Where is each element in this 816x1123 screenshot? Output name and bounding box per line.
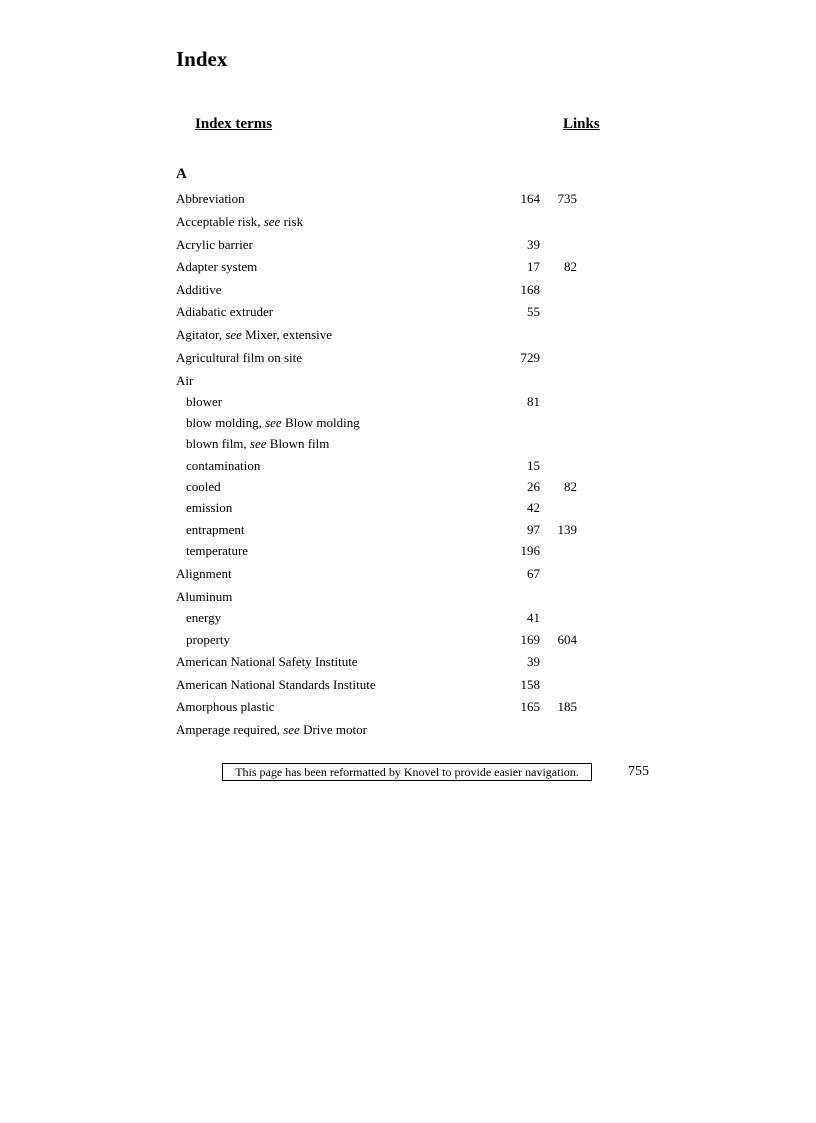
index-term-text: temperature bbox=[186, 543, 249, 558]
see-reference-label: see bbox=[265, 415, 282, 430]
index-term bbox=[176, 190, 245, 208]
page-link[interactable]: 15 bbox=[527, 458, 540, 473]
see-reference-target[interactable]: Blow molding bbox=[284, 415, 360, 430]
index-term-text: Acceptable risk, bbox=[176, 214, 261, 229]
see-reference-label: see bbox=[225, 327, 242, 342]
page-link[interactable]: 26 bbox=[527, 479, 540, 494]
index-term bbox=[186, 521, 244, 539]
page-link[interactable]: 17 bbox=[527, 259, 540, 274]
index-subentry bbox=[0, 631, 816, 649]
index-term bbox=[176, 653, 358, 671]
index-entry bbox=[0, 372, 816, 390]
index-subentry bbox=[0, 499, 816, 517]
page-number: 755 bbox=[628, 764, 649, 779]
index-entry bbox=[0, 190, 816, 208]
index-term bbox=[186, 542, 248, 560]
index-term bbox=[176, 281, 222, 299]
page-link[interactable]: 55 bbox=[527, 304, 540, 319]
index-term-text: American National Safety Institute bbox=[176, 654, 358, 669]
see-reference-target[interactable]: Mixer, extensive bbox=[245, 327, 333, 342]
index-terms-header: Index terms bbox=[195, 116, 273, 132]
index-term bbox=[186, 631, 230, 649]
index-term-text: Alignment bbox=[176, 566, 232, 581]
page-link[interactable]: 169 bbox=[520, 632, 540, 647]
index-subentry bbox=[0, 457, 816, 475]
index-term-text: property bbox=[186, 632, 231, 647]
page-link[interactable]: 164 bbox=[520, 191, 540, 206]
index-term-text: blow molding, bbox=[186, 415, 262, 430]
see-reference-label: see bbox=[249, 436, 267, 451]
index-subentry bbox=[0, 393, 816, 411]
index-term-text: Agricultural film on site bbox=[176, 350, 303, 365]
index-term-text: blower bbox=[186, 394, 223, 409]
page-title: Index bbox=[176, 47, 228, 71]
index-subentry bbox=[0, 609, 816, 627]
index-term-text: Amperage required, bbox=[176, 722, 280, 737]
page-link[interactable]: 82 bbox=[564, 479, 577, 494]
index-entry bbox=[0, 565, 816, 583]
index-term-text: Adiabatic extruder bbox=[176, 304, 274, 319]
index-term bbox=[176, 676, 376, 694]
index-entry bbox=[0, 258, 816, 276]
index-term-text: Aluminum bbox=[176, 589, 233, 604]
index-entry bbox=[0, 721, 816, 739]
index-term bbox=[176, 213, 303, 231]
index-term bbox=[186, 457, 260, 475]
page-link[interactable]: 729 bbox=[520, 350, 540, 365]
index-term bbox=[176, 565, 232, 583]
index-term bbox=[176, 372, 193, 390]
page-link[interactable]: 42 bbox=[527, 500, 540, 515]
index-term-text: Abbreviation bbox=[176, 191, 245, 206]
page-link[interactable]: 139 bbox=[557, 522, 577, 537]
page-link[interactable]: 604 bbox=[557, 632, 577, 647]
page-link[interactable]: 165 bbox=[520, 699, 540, 714]
page-link[interactable]: 39 bbox=[527, 654, 540, 669]
page-link[interactable]: 185 bbox=[557, 699, 577, 714]
section-letter: A bbox=[176, 166, 187, 182]
index-subentry bbox=[0, 414, 816, 432]
see-reference-label: see bbox=[263, 214, 281, 229]
index-term bbox=[186, 393, 222, 411]
page-link[interactable]: 67 bbox=[527, 566, 540, 581]
index-term-text: Air bbox=[176, 373, 194, 388]
index-subentry bbox=[0, 542, 816, 560]
page-link[interactable]: 82 bbox=[564, 259, 577, 274]
index-term-text: Agitator, bbox=[176, 327, 223, 342]
see-reference-target[interactable]: Blown film bbox=[269, 436, 330, 451]
index-term-text: cooled bbox=[186, 479, 221, 494]
index-term-text: contamination bbox=[186, 458, 261, 473]
index-entry bbox=[0, 349, 816, 367]
index-entry bbox=[0, 213, 816, 231]
index-term bbox=[186, 435, 329, 453]
index-term bbox=[176, 236, 253, 254]
index-term bbox=[176, 698, 275, 716]
index-term-text: emission bbox=[186, 500, 233, 515]
index-term-text: Adapter system bbox=[176, 259, 258, 274]
index-term-text: entrapment bbox=[186, 522, 245, 537]
page-link[interactable]: 39 bbox=[527, 237, 540, 252]
see-reference-target[interactable]: Drive motor bbox=[303, 722, 367, 737]
index-term bbox=[176, 258, 257, 276]
page-link[interactable]: 196 bbox=[520, 543, 540, 558]
see-reference-label: see bbox=[283, 722, 300, 737]
index-entry bbox=[0, 676, 816, 694]
index-term bbox=[176, 326, 332, 344]
index-entry bbox=[0, 326, 816, 344]
index-subentry bbox=[0, 435, 816, 453]
index-entry bbox=[0, 698, 816, 716]
page-link[interactable]: 41 bbox=[527, 610, 540, 625]
index-entry bbox=[0, 281, 816, 299]
index-subentry bbox=[0, 521, 816, 539]
index-subentry bbox=[0, 478, 816, 496]
index-term bbox=[176, 721, 367, 739]
index-term-text: Acrylic barrier bbox=[176, 237, 253, 252]
knovel-reformat-note: This page has been reformatted by Knovel to provide easier navigation. bbox=[222, 763, 592, 781]
page-link[interactable]: 158 bbox=[520, 677, 540, 692]
index-entry bbox=[0, 303, 816, 321]
index-term bbox=[176, 303, 273, 321]
index-term bbox=[186, 499, 232, 517]
index-term bbox=[176, 588, 232, 606]
index-term-text: blown film, bbox=[186, 436, 247, 451]
index-entry bbox=[0, 236, 816, 254]
index-term-text: Amorphous plastic bbox=[176, 699, 275, 714]
see-reference-target[interactable]: risk bbox=[283, 214, 304, 229]
index-entry bbox=[0, 588, 816, 606]
page-link[interactable]: 735 bbox=[557, 191, 577, 206]
links-header: Links bbox=[563, 116, 600, 132]
index-entry bbox=[0, 653, 816, 671]
index-term-text: Additive bbox=[176, 282, 222, 297]
index-term bbox=[186, 478, 221, 496]
index-term bbox=[186, 414, 360, 432]
index-term-text: energy bbox=[186, 610, 222, 625]
page-link[interactable]: 81 bbox=[527, 394, 540, 409]
index-term bbox=[176, 349, 302, 367]
page-link[interactable]: 97 bbox=[527, 522, 540, 537]
index-term-text: American National Standards Institute bbox=[176, 677, 376, 692]
index-term bbox=[186, 609, 221, 627]
page-link[interactable]: 168 bbox=[520, 282, 540, 297]
